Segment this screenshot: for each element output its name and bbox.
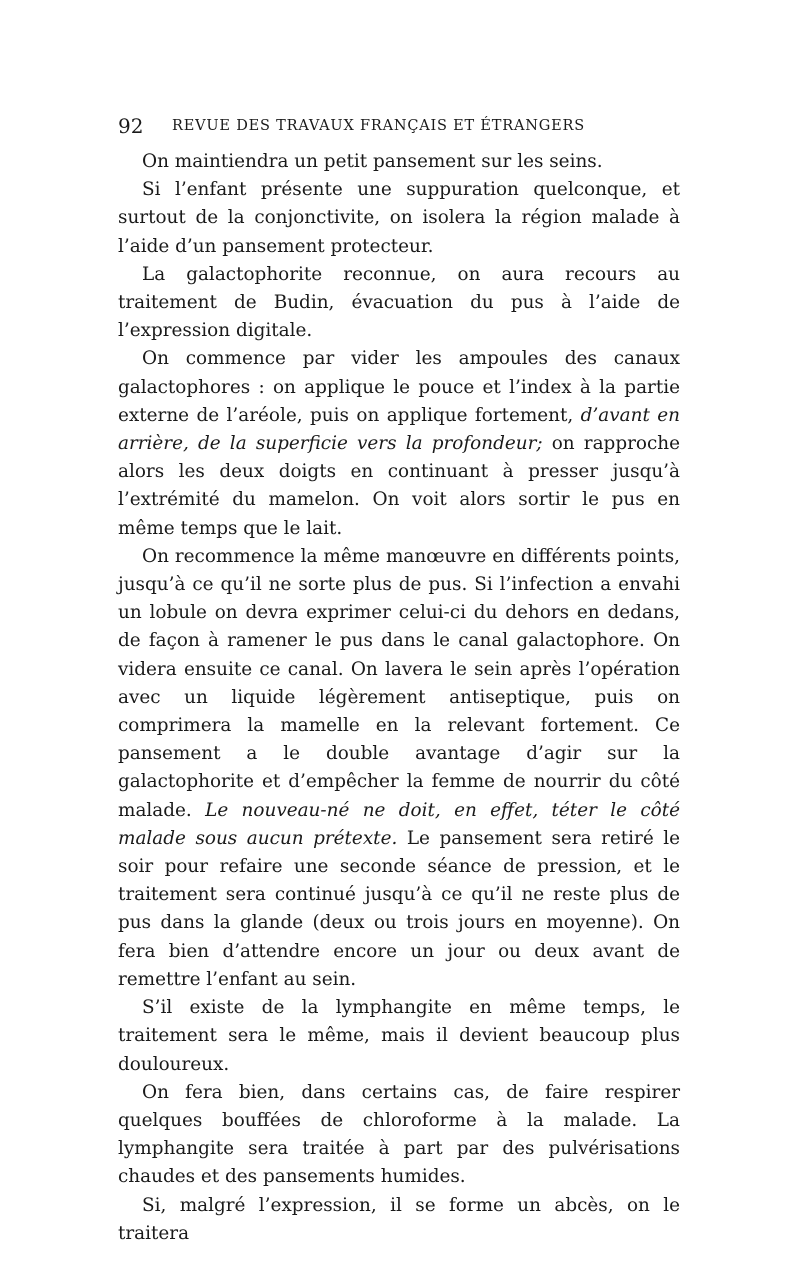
paragraph-5-text-c: Le pansement sera retiré le soir pour refaire une seconde séance de pression, et le traitement sera continué jusqu’à ce qu’il ne reste plus de pus dans la glande (deux ou trois jours en moyenne). On fera bien d’attendre encore un jour ou deux avant de remettre l’enfant au sein. bbox=[118, 827, 680, 990]
page-header bbox=[118, 110, 680, 148]
paragraph-8: Si, malgré l’expression, il se forme un abcès, on le traitera bbox=[118, 1194, 680, 1244]
book-page bbox=[118, 110, 680, 1248]
paragraph-3: La galactophorite reconnue, on aura recours au traitement de Budin, évacuation du pus à l’aide de l’expression digitale. bbox=[118, 263, 680, 342]
paragraph-4-italic: d’avant en arrière, de la superficie vers la profondeur; bbox=[118, 404, 680, 455]
paragraph-4 bbox=[118, 345, 680, 542]
paragraph-1: On maintiendra un petit pansement sur les seins. bbox=[142, 151, 603, 172]
running-title: REVUE DES TRAVAUX FRANÇAIS ET ÉTRANGERS bbox=[172, 118, 585, 134]
paragraph-4-text-a: On commence par vider les ampoules des canaux galactophores : on applique le pouce et l’index à la partie externe de l’aréole, puis on applique fortement, bbox=[118, 348, 680, 426]
paragraph-5-text-a: On recommence la même manœuvre en différents points, jusqu’à ce qu’il ne sorte plus de pus. Si l’infection a envahi un lobule on devra exprimer celui-ci du dehors en dedans, de façon à ramener le pus dans le canal galactophore. On videra ensuite ce canal. On lavera le sein après l’opération avec un liquide légèrement antiseptique, puis on comprimera la mamelle en la relevant fortement. Ce pansement a le double avantage d’agir sur la galactophorite et d’empêcher la femme de nourrir du côté malade. bbox=[118, 545, 680, 821]
paragraph-6: S’il existe de la lymphangite en même temps, le traitement sera le même, mais il devient beaucoup plus douloureux. bbox=[118, 997, 680, 1075]
paragraph-5 bbox=[118, 543, 680, 994]
page-number: 92 bbox=[118, 114, 144, 138]
paragraph-5-italic: Le nouveau-né ne doit, en effet, téter le côté malade sous aucun prétexte. bbox=[118, 799, 680, 849]
paragraph-2: Si l’enfant présente une suppuration quelconque, et surtout de la conjonctivite, on isolera la région malade à l’aide d’un pansement protecteur. bbox=[118, 179, 680, 257]
paragraph-4-text-c: on rapproche alors les deux doigts en continuant à presser jusqu’à l’extrémité du mamelon. On voit alors sortir le pus en même temps que le lait. bbox=[118, 433, 680, 539]
body-text bbox=[118, 148, 680, 1248]
paragraph-7: On fera bien, dans certains cas, de faire respirer quelques bouffées de chloroforme à la malade. La lymphangite sera traitée à part par des pulvérisations chaudes et des pansements humides. bbox=[118, 1081, 680, 1188]
